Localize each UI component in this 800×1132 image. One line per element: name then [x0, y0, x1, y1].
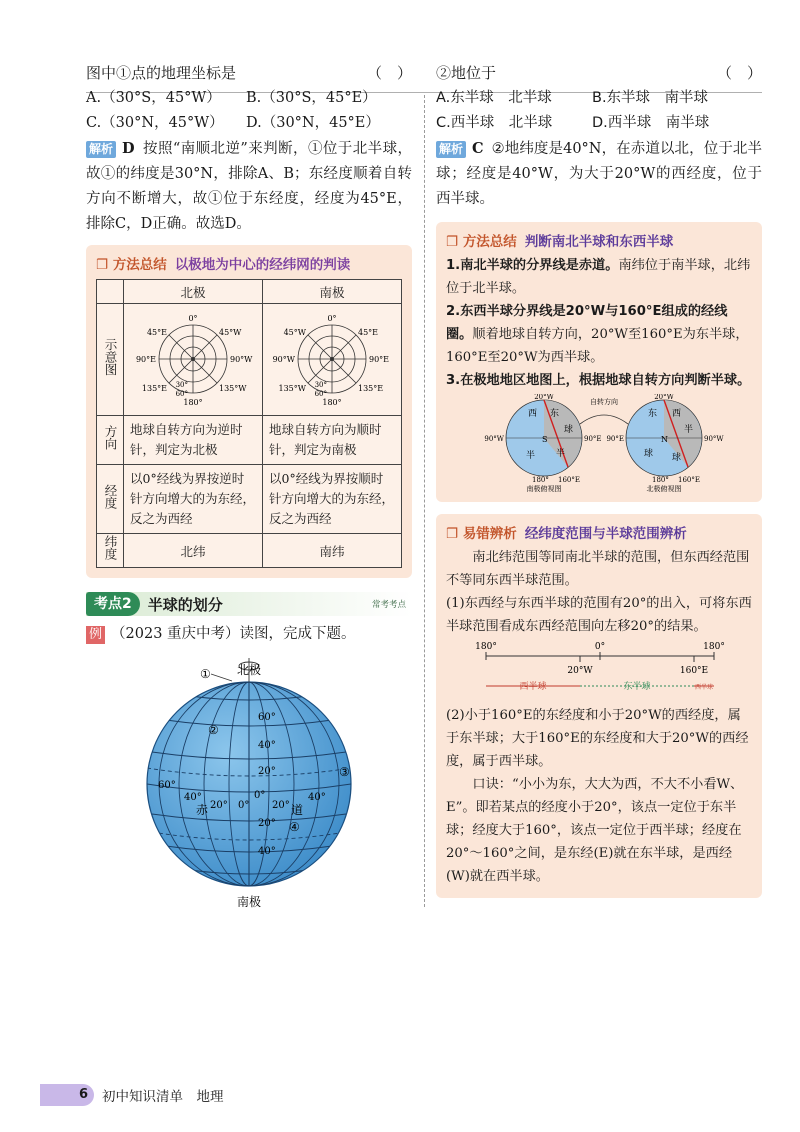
svg-text:西半球: 西半球 [694, 684, 714, 691]
lat-40n: 40° [258, 740, 276, 751]
lon-40: 40° [184, 792, 202, 803]
row-label-longitude: 经度 [97, 465, 124, 534]
error-p3: 口诀：“小小为东，大大为西，不大不小看W、E”。即若某点的经度小于20°，该点一定位于东半球；经度大于160°，该点一定位于西半球；经度在20°～160°之间，是东经(E)就在东半球，是西经(W)就在西半球。 [446, 777, 744, 884]
svg-text:20°W: 20°W [567, 666, 593, 676]
method-tag: ❐ 方法总结 [446, 234, 517, 250]
north-polar-grid-svg [125, 305, 261, 411]
method-item-2: 2.东西半球分界线是20°W与160°E组成的经线圈。顺着地球自转方向，20°W至160°E为东半球，160°E至20°W为西半球。 [446, 304, 749, 365]
left-column [86, 60, 412, 910]
row-label-latitude: 纬度 [97, 534, 124, 568]
direction-north: 地球自转方向为逆时针，判定为北极 [124, 416, 263, 465]
question-1-options [86, 86, 412, 136]
q2-option-d: D.西半球 南半球 [592, 115, 710, 131]
q2-answer: C [472, 140, 484, 157]
lon-40e: 40° [308, 792, 326, 803]
north-label-lat2: 60° [175, 390, 188, 398]
lon-0: 0° [238, 800, 250, 811]
question-1 [86, 60, 412, 86]
row-label-diagram: 示意图 [97, 304, 124, 416]
longitude-axis-diagram [446, 640, 752, 702]
lat-20s: 20° [258, 818, 276, 829]
north-label-br: 135°W [219, 384, 247, 393]
north-label-bl: 135°E [141, 384, 167, 393]
latitude-north: 北纬 [124, 534, 263, 568]
lon-20w: 20° [210, 800, 228, 811]
summary-heading [96, 253, 402, 273]
longitude-north: 以0°经线为界按逆时针方向增大的为东经，反之为西经 [124, 465, 263, 534]
svg-text:S: S [542, 435, 548, 444]
north-label-lat1: 30° [175, 381, 188, 389]
svg-text:180°: 180° [532, 476, 549, 484]
svg-text:90°W: 90°W [484, 435, 504, 443]
page-number: 6 [40, 1084, 94, 1106]
svg-text:球: 球 [564, 425, 574, 435]
svg-text:180°: 180° [652, 476, 669, 484]
north-label-left: 90°E [135, 355, 156, 364]
option-a: A.（30°S，45°W） [86, 90, 221, 106]
south-pole-view [484, 394, 601, 492]
lat-60n: 60° [258, 712, 276, 723]
q2-option-c: C.西半球 北半球 [436, 115, 553, 131]
summary-tag: ❐ 方法总结 [96, 257, 167, 273]
svg-text:90°E: 90°E [606, 435, 624, 443]
south-label-bl: 135°W [278, 384, 306, 393]
example-text: （2023 重庆中考）读图，完成下题。 [111, 626, 356, 642]
q2-option-b: B.东半球 南半球 [592, 90, 709, 106]
question-1-explanation [86, 136, 412, 237]
method-item-3: 3.在极地地区地图上，根据地球自转方向判断半球。 [446, 373, 751, 388]
north-label-top: 0° [188, 314, 198, 323]
svg-text:半: 半 [526, 451, 536, 461]
summary-title: 以极地为中心的经纬网的判读 [174, 257, 351, 273]
svg-text:180°: 180° [475, 642, 497, 652]
q2-analysis-tag: 解析 [436, 141, 466, 158]
north-label-tl: 45°E [146, 328, 167, 337]
direction-south: 地球自转方向为顺时针，判定为南极 [263, 416, 402, 465]
question-1-text: 图中①点的地理坐标是 [86, 64, 237, 82]
explanation-text: 按照“南顺北逆”来判断，①位于北半球，故①的纬度是30°N，排除A、B；东经度顺着自转方向不断增大，故①位于东经度，经度为45°E，排除C，D正确。故选D。 [86, 141, 412, 232]
q2-explanation-text: ②地纬度是40°N，在赤道以北，位于北半球；经度是40°W，为大于20°W的西经度，位于西半球。 [436, 141, 762, 207]
q2-option-a: A.东半球 北半球 [436, 90, 552, 106]
mark-2: ② [208, 723, 219, 737]
rotation-direction-label: 自转方向 [590, 398, 618, 406]
right-column [436, 60, 762, 898]
north-pole-view [606, 394, 724, 492]
svg-text:160°E: 160°E [678, 476, 700, 484]
svg-text:半: 半 [556, 449, 566, 459]
lat-0: 0° [254, 790, 266, 801]
col-south: 南极 [263, 280, 402, 304]
south-label-tr: 45°E [358, 328, 379, 337]
row-label-direction: 方向 [97, 416, 124, 465]
question-2-explanation [436, 136, 762, 212]
south-polar-grid-svg [264, 305, 400, 411]
error-p1: (1)东西经与东西半球的范围有20°的出入，可将东西半球范围看成东西经范围向左移20°的结果。 [446, 596, 752, 634]
north-pole-diagram [124, 304, 263, 416]
globe-figure [86, 648, 412, 910]
lon-60: 60° [158, 780, 176, 791]
column-divider [424, 95, 425, 907]
globe-south-label: 南极 [236, 895, 262, 909]
globe-north-label: 北极 [236, 663, 262, 677]
svg-text:0°: 0° [594, 642, 606, 652]
hemisphere-polar-diagrams [446, 394, 752, 492]
polar-grid-table [96, 279, 402, 568]
option-d: D.（30°N，45°E） [246, 115, 380, 131]
svg-text:球: 球 [672, 453, 682, 463]
equator-right: 道 [291, 803, 304, 817]
page-footer [40, 1084, 224, 1106]
south-label-left: 90°W [272, 355, 295, 364]
error-intro: 南北纬范围等同南北半球的范围，但东西经范围不等同东西半球范围。 [446, 550, 750, 588]
south-pole-diagram [263, 304, 402, 416]
error-analysis-box [436, 514, 762, 898]
error-p2: (2)小于160°E的东经度和小于20°W的西经度，属于东半球；大于160°E的东经度和大于20°W的西经度，属于西半球。 [446, 708, 749, 769]
south-label-top: 0° [327, 314, 337, 323]
error-heading [446, 522, 752, 542]
topic-banner [86, 592, 412, 616]
south-label-br: 135°E [358, 384, 384, 393]
method-heading [446, 230, 752, 250]
svg-text:西: 西 [672, 409, 682, 419]
question-2-text: ②地位于 [436, 64, 497, 82]
mark-4: ④ [289, 820, 300, 834]
question-2 [436, 60, 762, 86]
south-label-lat1: 30° [314, 381, 327, 389]
lat-20n: 20° [258, 766, 276, 777]
svg-text:南极俯视图: 南极俯视图 [526, 485, 562, 492]
svg-text:东半球: 东半球 [623, 682, 651, 692]
svg-text:160°E: 160°E [679, 666, 709, 676]
svg-text:东: 东 [550, 409, 560, 419]
north-label-right: 90°W [230, 355, 253, 364]
svg-text:160°E: 160°E [558, 476, 580, 484]
svg-text:20°W: 20°W [534, 394, 554, 401]
svg-text:北极俯视图: 北极俯视图 [646, 485, 682, 492]
option-c: C.（30°N，45°W） [86, 115, 224, 131]
analysis-tag: 解析 [86, 141, 116, 158]
question-1-paren: （ ） [366, 64, 412, 82]
south-label-bottom: 180° [322, 398, 342, 407]
equator-left: 赤 [196, 803, 209, 817]
question-2-paren: （ ） [716, 64, 762, 82]
error-tag: ❐ 易错辨析 [446, 526, 517, 542]
example-tag: 例 [86, 626, 105, 644]
method-title: 判断南北半球和东西半球 [524, 234, 674, 250]
topic-small-label: 常考考点 [371, 600, 406, 610]
footer-title: 初中知识清单 地理 [102, 1089, 224, 1105]
svg-text:180°: 180° [703, 642, 725, 652]
answer: D [122, 140, 135, 157]
south-label-lat2: 60° [314, 390, 327, 398]
lat-40s: 40° [258, 846, 276, 857]
svg-text:20°W: 20°W [654, 394, 674, 401]
south-label-right: 90°E [369, 355, 390, 364]
mark-1: ① [200, 667, 211, 681]
error-title: 经纬度范围与半球范围辨析 [524, 526, 687, 542]
svg-text:球: 球 [644, 449, 654, 459]
latitude-south: 南纬 [263, 534, 402, 568]
svg-text:西半球: 西半球 [519, 682, 547, 692]
hemisphere-method-box [436, 222, 762, 502]
svg-text:半: 半 [684, 425, 694, 435]
question-2-options [436, 86, 762, 136]
mark-3: ③ [339, 765, 350, 779]
rotation-arrow [580, 415, 628, 424]
option-b: B.（30°S，45°E） [246, 90, 377, 106]
svg-text:90°W: 90°W [704, 435, 724, 443]
method-item-1: 1.南北半球的分界线是赤道。南纬位于南半球，北纬位于北半球。 [446, 258, 751, 296]
topic-title: 半球的划分 [147, 595, 223, 614]
svg-text:90°E: 90°E [584, 435, 602, 443]
example-line [86, 622, 412, 646]
table-corner [97, 280, 124, 304]
svg-text:西: 西 [528, 409, 538, 419]
north-label-bottom: 180° [183, 398, 203, 407]
svg-text:东: 东 [648, 409, 658, 419]
svg-text:N: N [661, 435, 668, 444]
north-label-tr: 45°W [219, 328, 242, 337]
lon-20e: 20° [272, 800, 290, 811]
south-label-tl: 45°W [283, 328, 306, 337]
topic-tag: 考点2 [86, 592, 140, 616]
method-summary-box [86, 245, 412, 578]
col-north: 北极 [124, 280, 263, 304]
longitude-south: 以0°经线为界按顺时针方向增大的为东经，反之为西经 [263, 465, 402, 534]
